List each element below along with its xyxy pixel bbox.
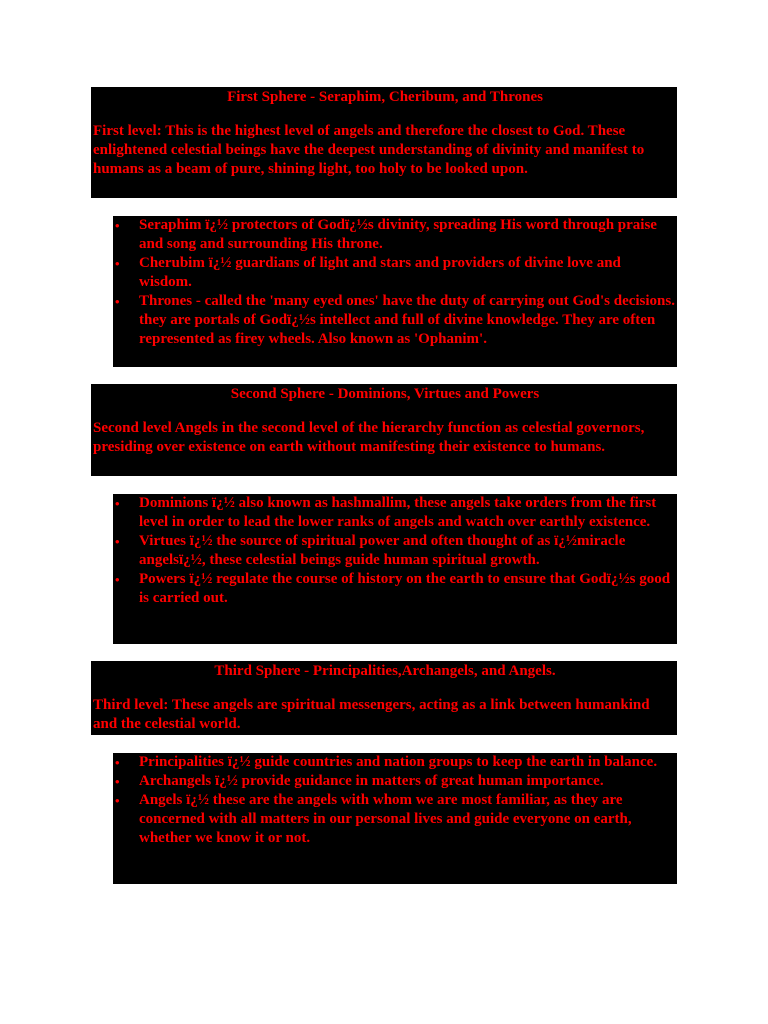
bullet-icon: • (115, 294, 120, 309)
list-item: • Seraphim ï¿½ protectors of Godï¿½s divinity, spreading His word through praise and song and surrounding His throne. (115, 217, 657, 252)
second-sphere-header (91, 384, 677, 476)
sphere-description: First level: This is the highest level of angels and therefore the closest to God. These enlightened celestial beings have the deepest understanding of divinity and manifest to humans as a beam of pure, shining light, too holy to be looked upon. (93, 123, 645, 177)
third-sphere-list (113, 753, 677, 884)
list-item: • Angels ï¿½ these are the angels with whom we are most familiar, as they are concerned with all matters in our personal lives and guide everyone on earth, whether we know it or not. (115, 792, 632, 846)
bullet-icon: • (115, 755, 120, 770)
bullet-icon: • (115, 572, 120, 587)
first-sphere-list (113, 216, 677, 367)
list-item: • Cherubim ï¿½ guardians of light and stars and providers of divine love and wisdom. (115, 255, 621, 290)
bullet-icon: • (115, 496, 120, 511)
bullet-icon: • (115, 534, 120, 549)
sphere-title: Third Sphere - Principalities,Archangels, and Angels. (214, 663, 556, 679)
third-sphere-header (91, 661, 677, 735)
list-item: • Virtues ï¿½ the source of spiritual power and often thought of as ï¿½miracle angelsï¿½, these celestial beings guide human spiritual growth. (115, 533, 626, 568)
bullet-icon: • (115, 218, 120, 233)
sphere-description: Third level: These angels are spiritual messengers, acting as a link between humankind and the celestial world. (93, 697, 650, 732)
list-item: • Archangels ï¿½ provide guidance in matters of great human importance. (115, 773, 604, 789)
sphere-description: Second level Angels in the second level of the hierarchy function as celestial governors, presiding over existence on earth without manifesting their existence to humans. (93, 420, 645, 455)
list-item: • Principalities ï¿½ guide countries and nation groups to keep the earth in balance. (115, 754, 658, 770)
bullet-icon: • (115, 256, 120, 271)
bullet-icon: • (115, 793, 120, 808)
sphere-title: Second Sphere - Dominions, Virtues and Powers (230, 386, 540, 402)
list-item: • Powers ï¿½ regulate the course of history on the earth to ensure that Godï¿½s good is carried out. (115, 571, 671, 606)
list-item: • Dominions ï¿½ also known as hashmallim, these angels take orders from the first level in order to lead the lower ranks of angels and watch over earthly existence. (115, 495, 657, 530)
bullet-icon: • (115, 774, 120, 789)
second-sphere-list (113, 494, 677, 644)
sphere-title: First Sphere - Seraphim, Cheribum, and Thrones (227, 89, 543, 105)
first-sphere-header (91, 87, 677, 198)
list-item: • Thrones - called the 'many eyed ones' have the duty of carrying out God's decisions. they are portals of Godï¿½s intellect and full of divine knowledge. They are often represented as firey wheels. Also known as 'Ophanim'. (115, 293, 675, 347)
